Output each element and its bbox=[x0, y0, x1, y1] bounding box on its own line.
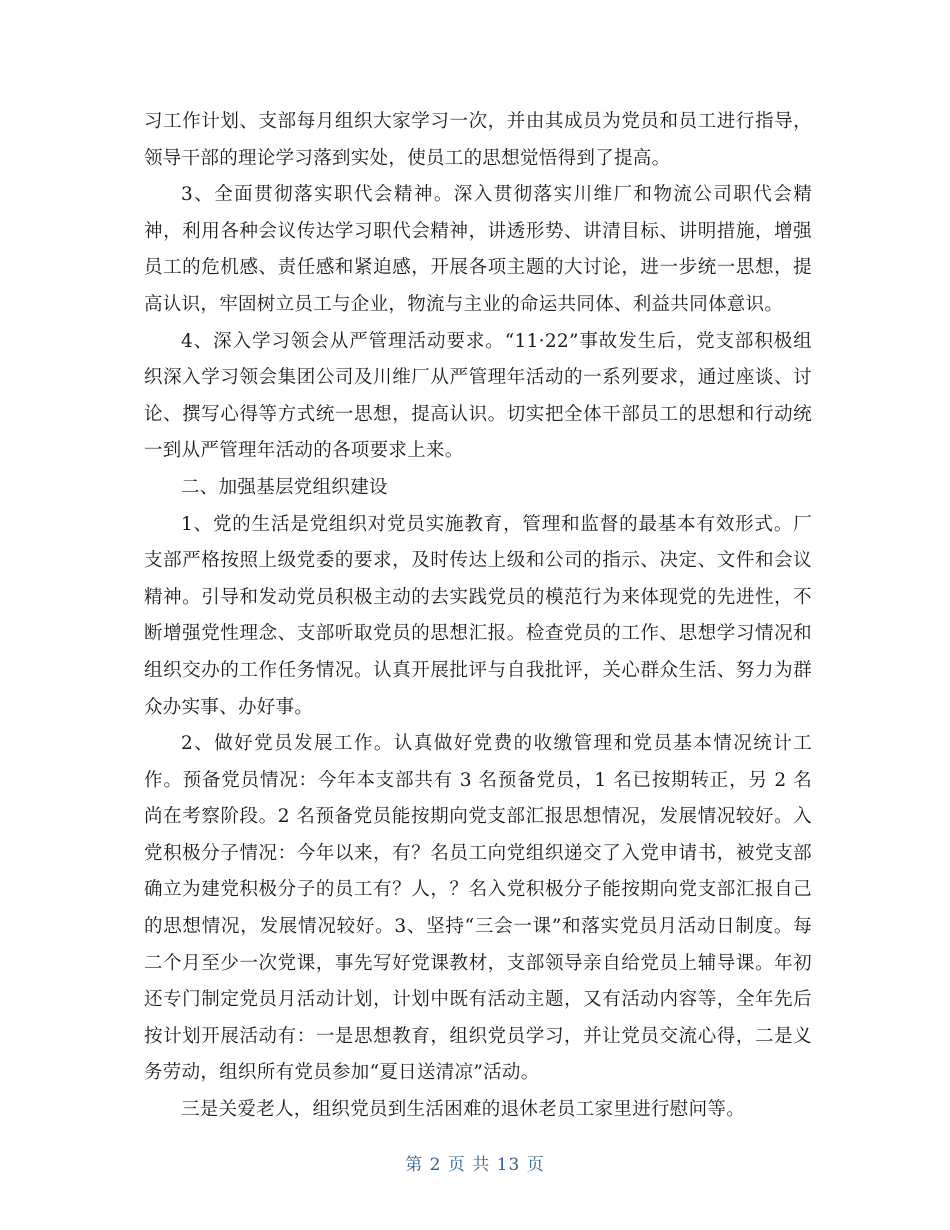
paragraph-strict-management: 4、深入学习领会从严管理活动要求。“11·22”事故发生后，党支部积极组织深入学习领会集团公司及川维厂从严管理年活动的一系列要求，通过座谈、讨论、撰写心得等方式统一思想，提高认识。切实把全体干部员工的思想和行动统一到从严管理年活动的各项要求上来。 bbox=[144, 330, 812, 462]
document-body bbox=[144, 104, 812, 1129]
section-heading-party-building: 二、加强基层党组织建设 bbox=[181, 476, 388, 498]
page-number-footer: 第 2 页 共 13 页 bbox=[405, 1155, 545, 1175]
paragraph-continued-study-plan: 习工作计划、支部每月组织大家学习一次，并由其成员为党员和员工进行指导，领导干部的理论学习落到实处，使员工的思想觉悟得到了提高。 bbox=[144, 111, 812, 169]
paragraph-member-development: 2、做好党员发展工作。认真做好党费的收缴管理和党员基本情况统计工作。预备党员情况：今年本支部共有 3 名预备党员，1 名已按期转正，另 2 名尚在考察阶段。2 名预备党员能按期向党支部汇报思想情况，发展情况较好。入党积极分子情况：今年以来，有？名员工向党组织递交了入党申请书，被党支部确立为建党积极分子的员工有？人，？名入党积极分子能按期向党支部汇报自己的思想情况，发展情况较好。3、坚持“三会一课”和落实党员月活动日制度。每二个月至少一次党课，事先写好党课教材，支部领导亲自给党员上辅导课。年初还专门制定党员月活动计划，计划中既有活动主题，又有活动内容等，全年先后按计划开展活动有：一是思想教育，组织党员学习，并让党员交流心得，二是义务劳动，组织所有党员参加“夏日送清凉”活动。 bbox=[144, 733, 812, 1084]
paragraph-congress-spirit: 3、全面贯彻落实职代会精神。深入贯彻落实川维厂和物流公司职代会精神，利用各种会议传达学习职代会精神，讲透形势、讲清目标、讲明措施，增强员工的危机感、责任感和紧迫感，开展各项主题的大讨论，进一步统一思想，提高认识，牢固树立员工与企业，物流与主业的命运共同体、利益共同体意识。 bbox=[144, 184, 812, 315]
paragraph-caring-elderly: 三是关爱老人，组织党员到生活困难的退休老员工家里进行慰问等。 bbox=[181, 1099, 746, 1121]
paragraph-party-life: 1、党的生活是党组织对党员实施教育，管理和监督的最基本有效形式。厂支部严格按照上级党委的要求，及时传达上级和公司的指示、决定、文件和会议精神。引导和发动党员积极主动的去实践党员的模范行为来体现党的先进性，不断增强党性理念、支部听取党员的思想汇报。检查党员的工作、思想学习情况和组织交办的工作任务情况。认真开展批评与自我批评，关心群众生活、努力为群众办实事、办好事。 bbox=[144, 513, 812, 718]
